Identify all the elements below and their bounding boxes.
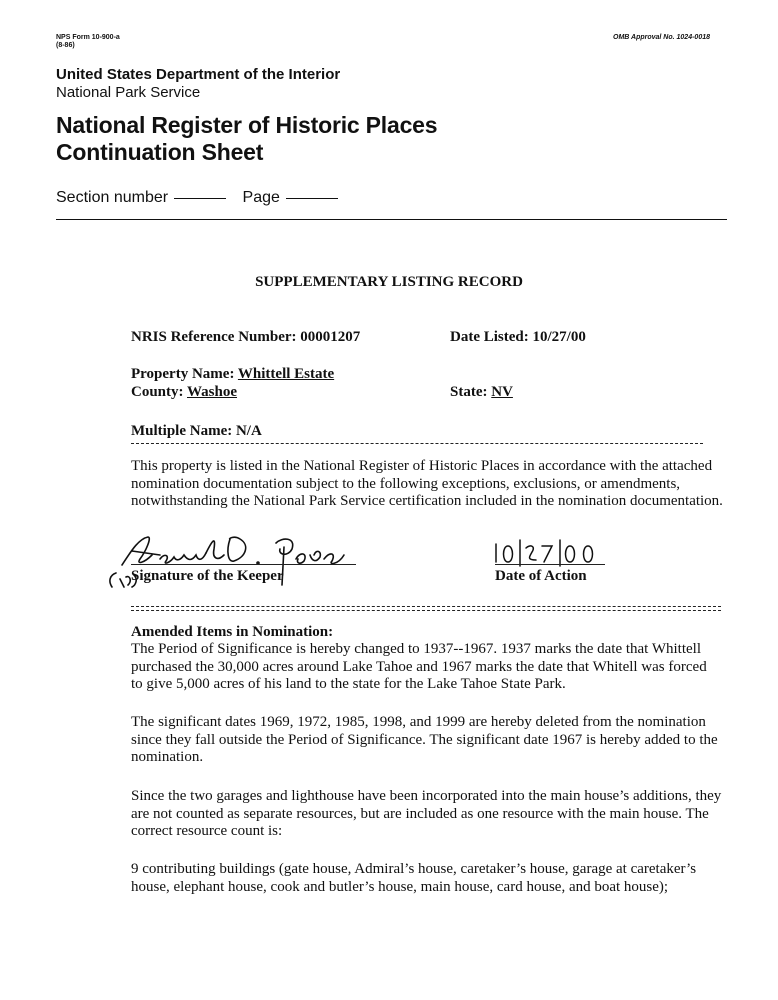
amendment-paragraph-2: The significant dates 1969, 1972, 1985, 1998, and 1999 are hereby deleted from the nomination since they fall outside the Period of Significance. The significant date 1967 is hereby added to the nomination. [131,714,718,766]
county-label: County: [131,384,187,400]
listing-statement: This property is listed in the National Register of Historic Places in accordance with the attached nomination documentation subject to the following exceptions, exclusions, or amendments, notwithstanding the National Park Service certification included in the nomination documentation. [131,458,723,510]
property-name [131,366,334,383]
state [450,384,513,401]
section-number-label: Section number [56,189,169,206]
county-value: Washoe [187,384,238,400]
page-blank [286,198,338,199]
form-title-line1: National Register of Historic Places [56,112,438,138]
date-of-action-label: Date of Action [495,568,587,584]
page-label: Page [242,189,280,206]
record-heading: SUPPLEMENTARY LISTING RECORD [255,274,523,290]
property-name-label: Property Name: [131,366,238,382]
department-name: United States Department of the Interior [56,66,341,83]
state-label: State: [450,384,492,400]
form-title-line2: Continuation Sheet [56,139,264,165]
section-number-blank [174,198,226,199]
form-number [56,34,120,50]
amended-items-heading: Amended Items in Nomination: [131,624,334,640]
date-line [495,564,605,565]
county [131,384,237,401]
double-dashed-divider [131,606,721,611]
omb-approval: OMB Approval No. 1024-0018 [613,34,710,41]
property-name-value: Whittell Estate [237,366,335,382]
amendment-paragraph-3: Since the two garages and lighthouse have been incorporated into the main house’s additions, they are not counted as separate resources, but are included as one resource with the main house. The correct resource count is: [131,788,722,840]
header-rule [56,219,727,220]
section-page-line [56,189,344,207]
date-listed: Date Listed: 10/27/00 [450,329,586,345]
agency-name: National Park Service [56,84,201,101]
state-value: NV [491,384,513,400]
dashed-divider [131,443,703,444]
amendment-paragraph-1: The Period of Significance is hereby changed to 1937--1967. 1937 marks the date that Whittell purchased the 30,000 acres around Lake Tahoe and 1967 marks the date that Whitell was forced to give 5,000 acres of his land to the state for the Lake Tahoe State Park. [131,641,707,693]
keeper-signature-label: Signature of the Keeper [131,568,284,584]
form-number-line1: NPS Form 10-900-a [56,34,120,41]
multiple-name: Multiple Name: N/A [131,423,262,439]
amendment-paragraph-4: 9 contributing buildings (gate house, Admiral’s house, caretaker’s house, garage at caretaker’s house, elephant house, cook and butler’s house, main house, card house, and boat house); [131,861,697,895]
nris-reference: NRIS Reference Number: 00001207 [131,329,361,345]
form-number-line2: (8-86) [56,42,75,49]
signature-line [131,564,356,565]
